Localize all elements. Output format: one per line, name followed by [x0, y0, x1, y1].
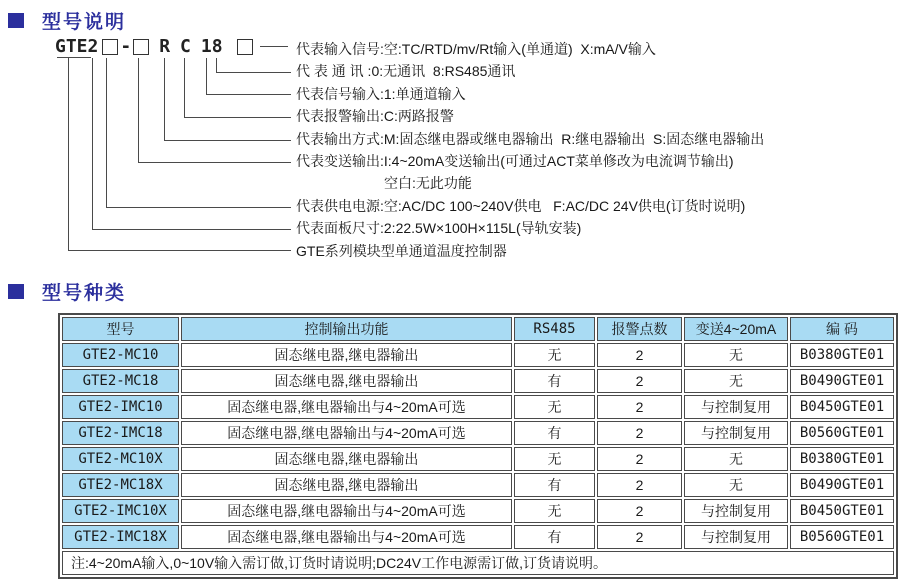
- header-code: 编 码: [790, 317, 894, 341]
- legend-input-signal: 代表输入信号:空:TC/RTD/mv/Rt输入(单通道) X:mA/V输入: [296, 41, 656, 57]
- connector-line: [260, 46, 288, 47]
- section-model-types-header: [8, 278, 126, 305]
- cell-rs485: 无: [514, 447, 595, 471]
- table-row: [62, 473, 894, 497]
- cell-retransmission: 与控制复用: [684, 395, 788, 419]
- cell-control-output: 固态继电器,继电器输出: [181, 343, 512, 367]
- model-input-comm: 18: [200, 36, 223, 57]
- cell-model: GTE2-IMC10: [62, 395, 179, 419]
- cell-code: B0450GTE01: [790, 499, 894, 523]
- legend-signal-input: 代表信号输入:1:单通道输入: [296, 85, 466, 102]
- cell-code: B0380GTE01: [790, 447, 894, 471]
- cell-model: GTE2-MC10: [62, 343, 179, 367]
- legend-communication: 代 表 通 讯 :0:无通讯 8:RS485通讯: [296, 63, 516, 80]
- cell-code: B0450GTE01: [790, 395, 894, 419]
- cell-control-output: 固态继电器,继电器输出与4~20mA可选: [181, 395, 512, 419]
- cell-alarm-points: 2: [597, 343, 682, 367]
- cell-alarm-points: 2: [597, 421, 682, 445]
- legend-output-mode: 代表输出方式:M:固态继电器或继电器输出 R:继电器输出 S:固态继电器输出: [296, 130, 765, 147]
- cell-model: GTE2-MC18X: [62, 473, 179, 497]
- table-row: [62, 421, 894, 445]
- legend-alarm-output: 代表报警输出:C:两路报警: [296, 108, 454, 125]
- cell-code: B0490GTE01: [790, 473, 894, 497]
- cell-alarm-points: 2: [597, 499, 682, 523]
- header-alarm-points: 报警点数: [597, 317, 682, 341]
- model-separator: -: [120, 36, 132, 57]
- model-code-line: [55, 36, 288, 57]
- cell-code: B0560GTE01: [790, 525, 894, 549]
- model-placeholder-box-icon: [102, 39, 118, 55]
- cell-rs485: 有: [514, 421, 595, 445]
- section-model-explanation-header: [8, 7, 126, 34]
- table-row: [62, 525, 894, 549]
- cell-retransmission: 无: [684, 369, 788, 393]
- cell-model: GTE2-MC10X: [62, 447, 179, 471]
- cell-model: GTE2-IMC18X: [62, 525, 179, 549]
- cell-retransmission: 与控制复用: [684, 421, 788, 445]
- cell-alarm-points: 2: [597, 525, 682, 549]
- legend-series-description: GTE系列模块型单通道温度控制器: [296, 242, 507, 259]
- cell-alarm-points: 2: [597, 473, 682, 497]
- cell-model: GTE2-IMC10X: [62, 499, 179, 523]
- model-placeholder-box-icon: [237, 39, 253, 55]
- table-row: [62, 447, 894, 471]
- cell-model: GTE2-MC18: [62, 369, 179, 393]
- table-header-row: [62, 317, 894, 341]
- model-series: GTE2: [55, 36, 99, 57]
- model-types-table: [58, 313, 898, 579]
- cell-rs485: 无: [514, 395, 595, 419]
- section-bullet-icon: [8, 13, 24, 28]
- model-placeholder-box-icon: [133, 39, 149, 55]
- table-row: [62, 343, 894, 367]
- cell-retransmission: 无: [684, 343, 788, 367]
- model-output-mode: R: [159, 36, 171, 57]
- header-control-output: 控制输出功能: [181, 317, 512, 341]
- header-model: 型号: [62, 317, 179, 341]
- cell-control-output: 固态继电器,继电器输出与4~20mA可选: [181, 421, 512, 445]
- legend-panel-size: 代表面板尺寸:2:22.5W×100H×115L(导轨安装): [296, 220, 582, 237]
- cell-code: B0490GTE01: [790, 369, 894, 393]
- connector-line: [216, 58, 291, 73]
- cell-control-output: 固态继电器,继电器输出与4~20mA可选: [181, 525, 512, 549]
- header-retransmission: 变送4~20mA: [684, 317, 788, 341]
- cell-code: B0380GTE01: [790, 343, 894, 367]
- header-rs485: RS485: [514, 317, 595, 341]
- cell-alarm-points: 2: [597, 369, 682, 393]
- cell-model: GTE2-IMC18: [62, 421, 179, 445]
- model-alarm: C: [180, 36, 191, 57]
- section-title: 型号说明: [42, 12, 127, 33]
- cell-retransmission: 无: [684, 447, 788, 471]
- cell-retransmission: 无: [684, 473, 788, 497]
- cell-rs485: 无: [514, 499, 595, 523]
- table-note: 注:4~20mA输入,0~10V输入需订做,订货时请说明;DC24V工作电源需订做,订货请说明。: [62, 551, 894, 575]
- table-row: [62, 395, 894, 419]
- legend-retransmission-blank: 空白:无此功能: [384, 175, 472, 192]
- table-row: [62, 499, 894, 523]
- cell-code: B0560GTE01: [790, 421, 894, 445]
- cell-alarm-points: 2: [597, 395, 682, 419]
- cell-control-output: 固态继电器,继电器输出: [181, 369, 512, 393]
- cell-rs485: 无: [514, 343, 595, 367]
- legend-power-supply: 代表供电电源:空:AC/DC 100~240V供电 F:AC/DC 24V供电(订货时说明): [296, 197, 746, 214]
- cell-control-output: 固态继电器,继电器输出: [181, 473, 512, 497]
- cell-alarm-points: 2: [597, 447, 682, 471]
- cell-control-output: 固态继电器,继电器输出: [181, 447, 512, 471]
- legend-retransmission-output: 代表变送输出:I:4~20mA变送输出(可通过ACT菜单修改为电流调节输出): [296, 152, 734, 169]
- cell-rs485: 有: [514, 473, 595, 497]
- model-code-legend: [296, 38, 764, 262]
- table-row: [62, 369, 894, 393]
- section-bullet-icon: [8, 284, 24, 299]
- table-note-row: [62, 551, 894, 575]
- section-title: 型号种类: [42, 283, 127, 304]
- cell-control-output: 固态继电器,继电器输出与4~20mA可选: [181, 499, 512, 523]
- cell-retransmission: 与控制复用: [684, 525, 788, 549]
- cell-rs485: 有: [514, 369, 595, 393]
- cell-retransmission: 与控制复用: [684, 499, 788, 523]
- cell-rs485: 有: [514, 525, 595, 549]
